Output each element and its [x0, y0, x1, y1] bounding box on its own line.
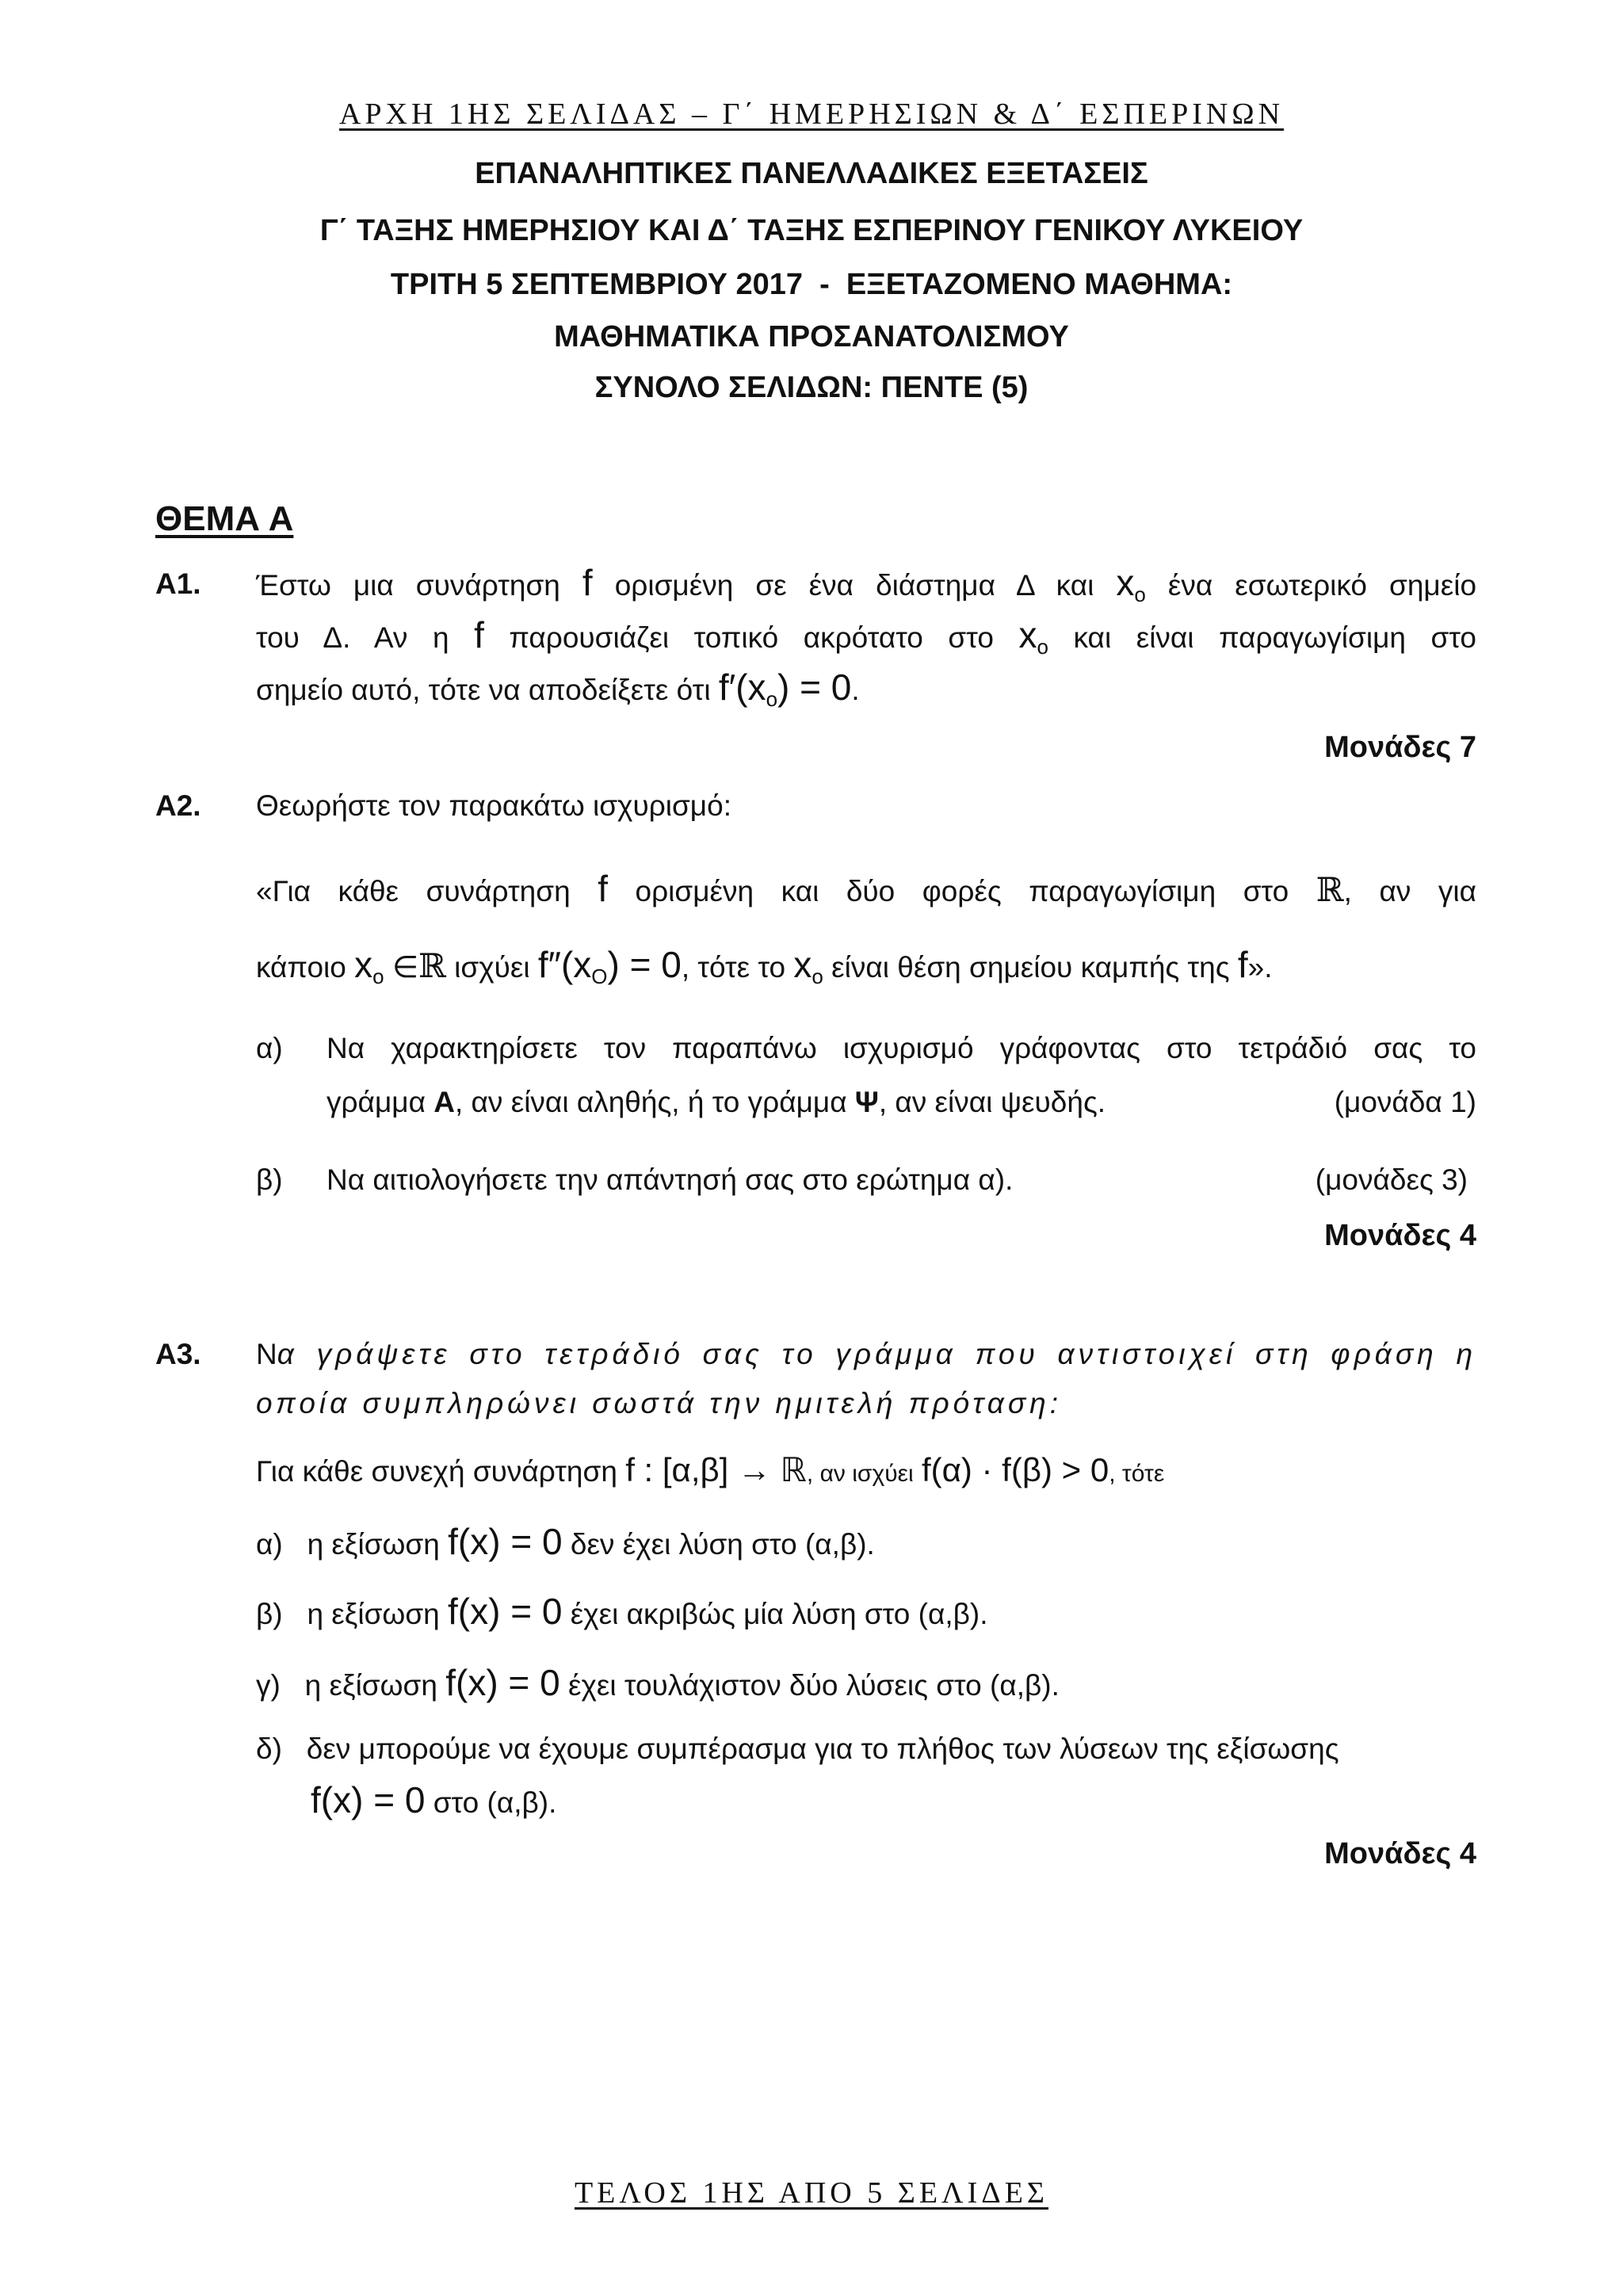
exam-subject: ΜΑΘΗΜΑΤΙΚΑ ΠΡΟΣΑΝΑΤΟΛΙΣΜΟΥ	[554, 320, 1069, 353]
a1-line-2: του Δ. Αν η f παρουσιάζει τοπικό ακρότατο στο $x_o$ και είναι παραγωγίσιμη στο	[256, 614, 1477, 659]
exam-title: ΕΠΑΝΑΛΗΠΤΙΚΕΣ ΠΑΝΕΛΛΑΔΙΚΕΣ ΕΞΕΤΑΣΕΙΣ	[475, 157, 1148, 190]
theme-title: ΘΕΜΑ Α	[155, 499, 294, 538]
a2-claim-line-2: κάποιο $x_o$ ∈ℝ ισχύει $f''(x_O) = 0$, τότε το $x_o$ είναι θέση σημείου καμπής της f».	[256, 944, 1273, 988]
a3-instruction-line-2: οποία συμπληρώνει σωστά την ημιτελή πρόταση:	[256, 1387, 1062, 1419]
a2-alpha-line-1: Να χαρακτηρίσετε τον παραπάνω ισχυρισμό γράφοντας στο τετράδιό σας το	[327, 1032, 1476, 1064]
a3-option-d-line-2: f(x) = 0 στο (α,β).	[311, 1779, 557, 1820]
a1-marks: Μονάδες 7	[1324, 731, 1476, 764]
exam-date: ΤΡΙΤΗ 5 ΣΕΠΤΕΜΒΡΙΟΥ 2017 - ΕΞΕΤΑΖΟΜΕΝΟ ΜΑΘΗΜΑ:	[390, 268, 1233, 301]
a3-option-c: γ) η εξίσωση f(x) = 0 έχει τουλάχιστον δύο λύσεις στο (α,β).	[256, 1662, 1060, 1703]
question-number-a1: Α1.	[155, 567, 201, 600]
a3-option-b: β) η εξίσωση f(x) = 0 έχει ακριβώς μία λύση στο (α,β).	[256, 1591, 988, 1632]
a3-option-d: δ) δεν μπορούμε να έχουμε συμπέρασμα για το πλήθος των λύσεων της εξίσωσης	[256, 1733, 1339, 1765]
a2-beta-marks: (μονάδες 3)	[1315, 1163, 1468, 1196]
a2-beta-text: Να αιτιολογήσετε την απάντησή σας στο ερώτημα α).	[327, 1163, 1014, 1196]
page-header-top: ΑΡΧΗ 1ΗΣ ΣΕΛΙΔΑΣ – Γ΄ ΗΜΕΡΗΣΙΩΝ & Δ΄ ΕΣΠΕΡΙΝΩΝ	[338, 97, 1285, 131]
a2-alpha-line-2: γράμμα Α, αν είναι αληθής, ή το γράμμα Ψ, αν είναι ψευδής.	[327, 1086, 1106, 1118]
a2-intro: Θεωρήστε τον παρακάτω ισχυρισμό:	[256, 789, 731, 822]
page-count: ΣΥΝΟΛΟ ΣΕΛΙΔΩΝ: ΠΕΝΤΕ (5)	[594, 371, 1029, 404]
page-footer: ΤΕΛΟΣ 1ΗΣ ΑΠΟ 5 ΣΕΛΙΔΕΣ	[574, 2176, 1049, 2210]
a2-alpha-label: α)	[256, 1032, 283, 1064]
a2-marks: Μονάδες 4	[1324, 1219, 1476, 1252]
exam-classes: Γ΄ ΤΑΞΗΣ ΗΜΕΡΗΣΙΟΥ ΚΑΙ Δ΄ ΤΑΞΗΣ ΕΣΠΕΡΙΝΟΥ ΓΕΝΙΚΟΥ ΛΥΚΕΙΟΥ	[319, 214, 1304, 247]
a3-stem: Για κάθε συνεχή συνάρτηση f : [α,β] → ℝ, αν ισχύει f(α) · f(β) > 0, τότε	[256, 1451, 1165, 1488]
a2-claim-line-1: «Για κάθε συνάρτηση f ορισμένη και δύο φορές παραγωγίσιμη στο ℝ, αν για	[256, 868, 1477, 909]
a1-line-3: σημείο αυτό, τότε να αποδείξετε ότι $f'(x_o) = 0$.	[256, 667, 860, 711]
question-number-a2: Α2.	[155, 789, 201, 822]
a2-alpha-marks: (μονάδα 1)	[1334, 1086, 1476, 1118]
a3-instruction-line-1: Να γράψετε στο τετράδιό σας το γράμμα που αντιστοιχεί στη φράση η	[256, 1338, 1476, 1370]
a3-marks: Μονάδες 4	[1324, 1837, 1476, 1870]
a3-option-a: α) η εξίσωση f(x) = 0 δεν έχει λύση στο (α,β).	[256, 1521, 875, 1562]
question-number-a3: Α3.	[155, 1338, 201, 1370]
a2-beta-label: β)	[256, 1163, 283, 1196]
a1-line-1: Έστω μια συνάρτηση f ορισμένη σε ένα διάστημα Δ και $x_o$ ένα εσωτερικό σημείο	[256, 562, 1477, 606]
